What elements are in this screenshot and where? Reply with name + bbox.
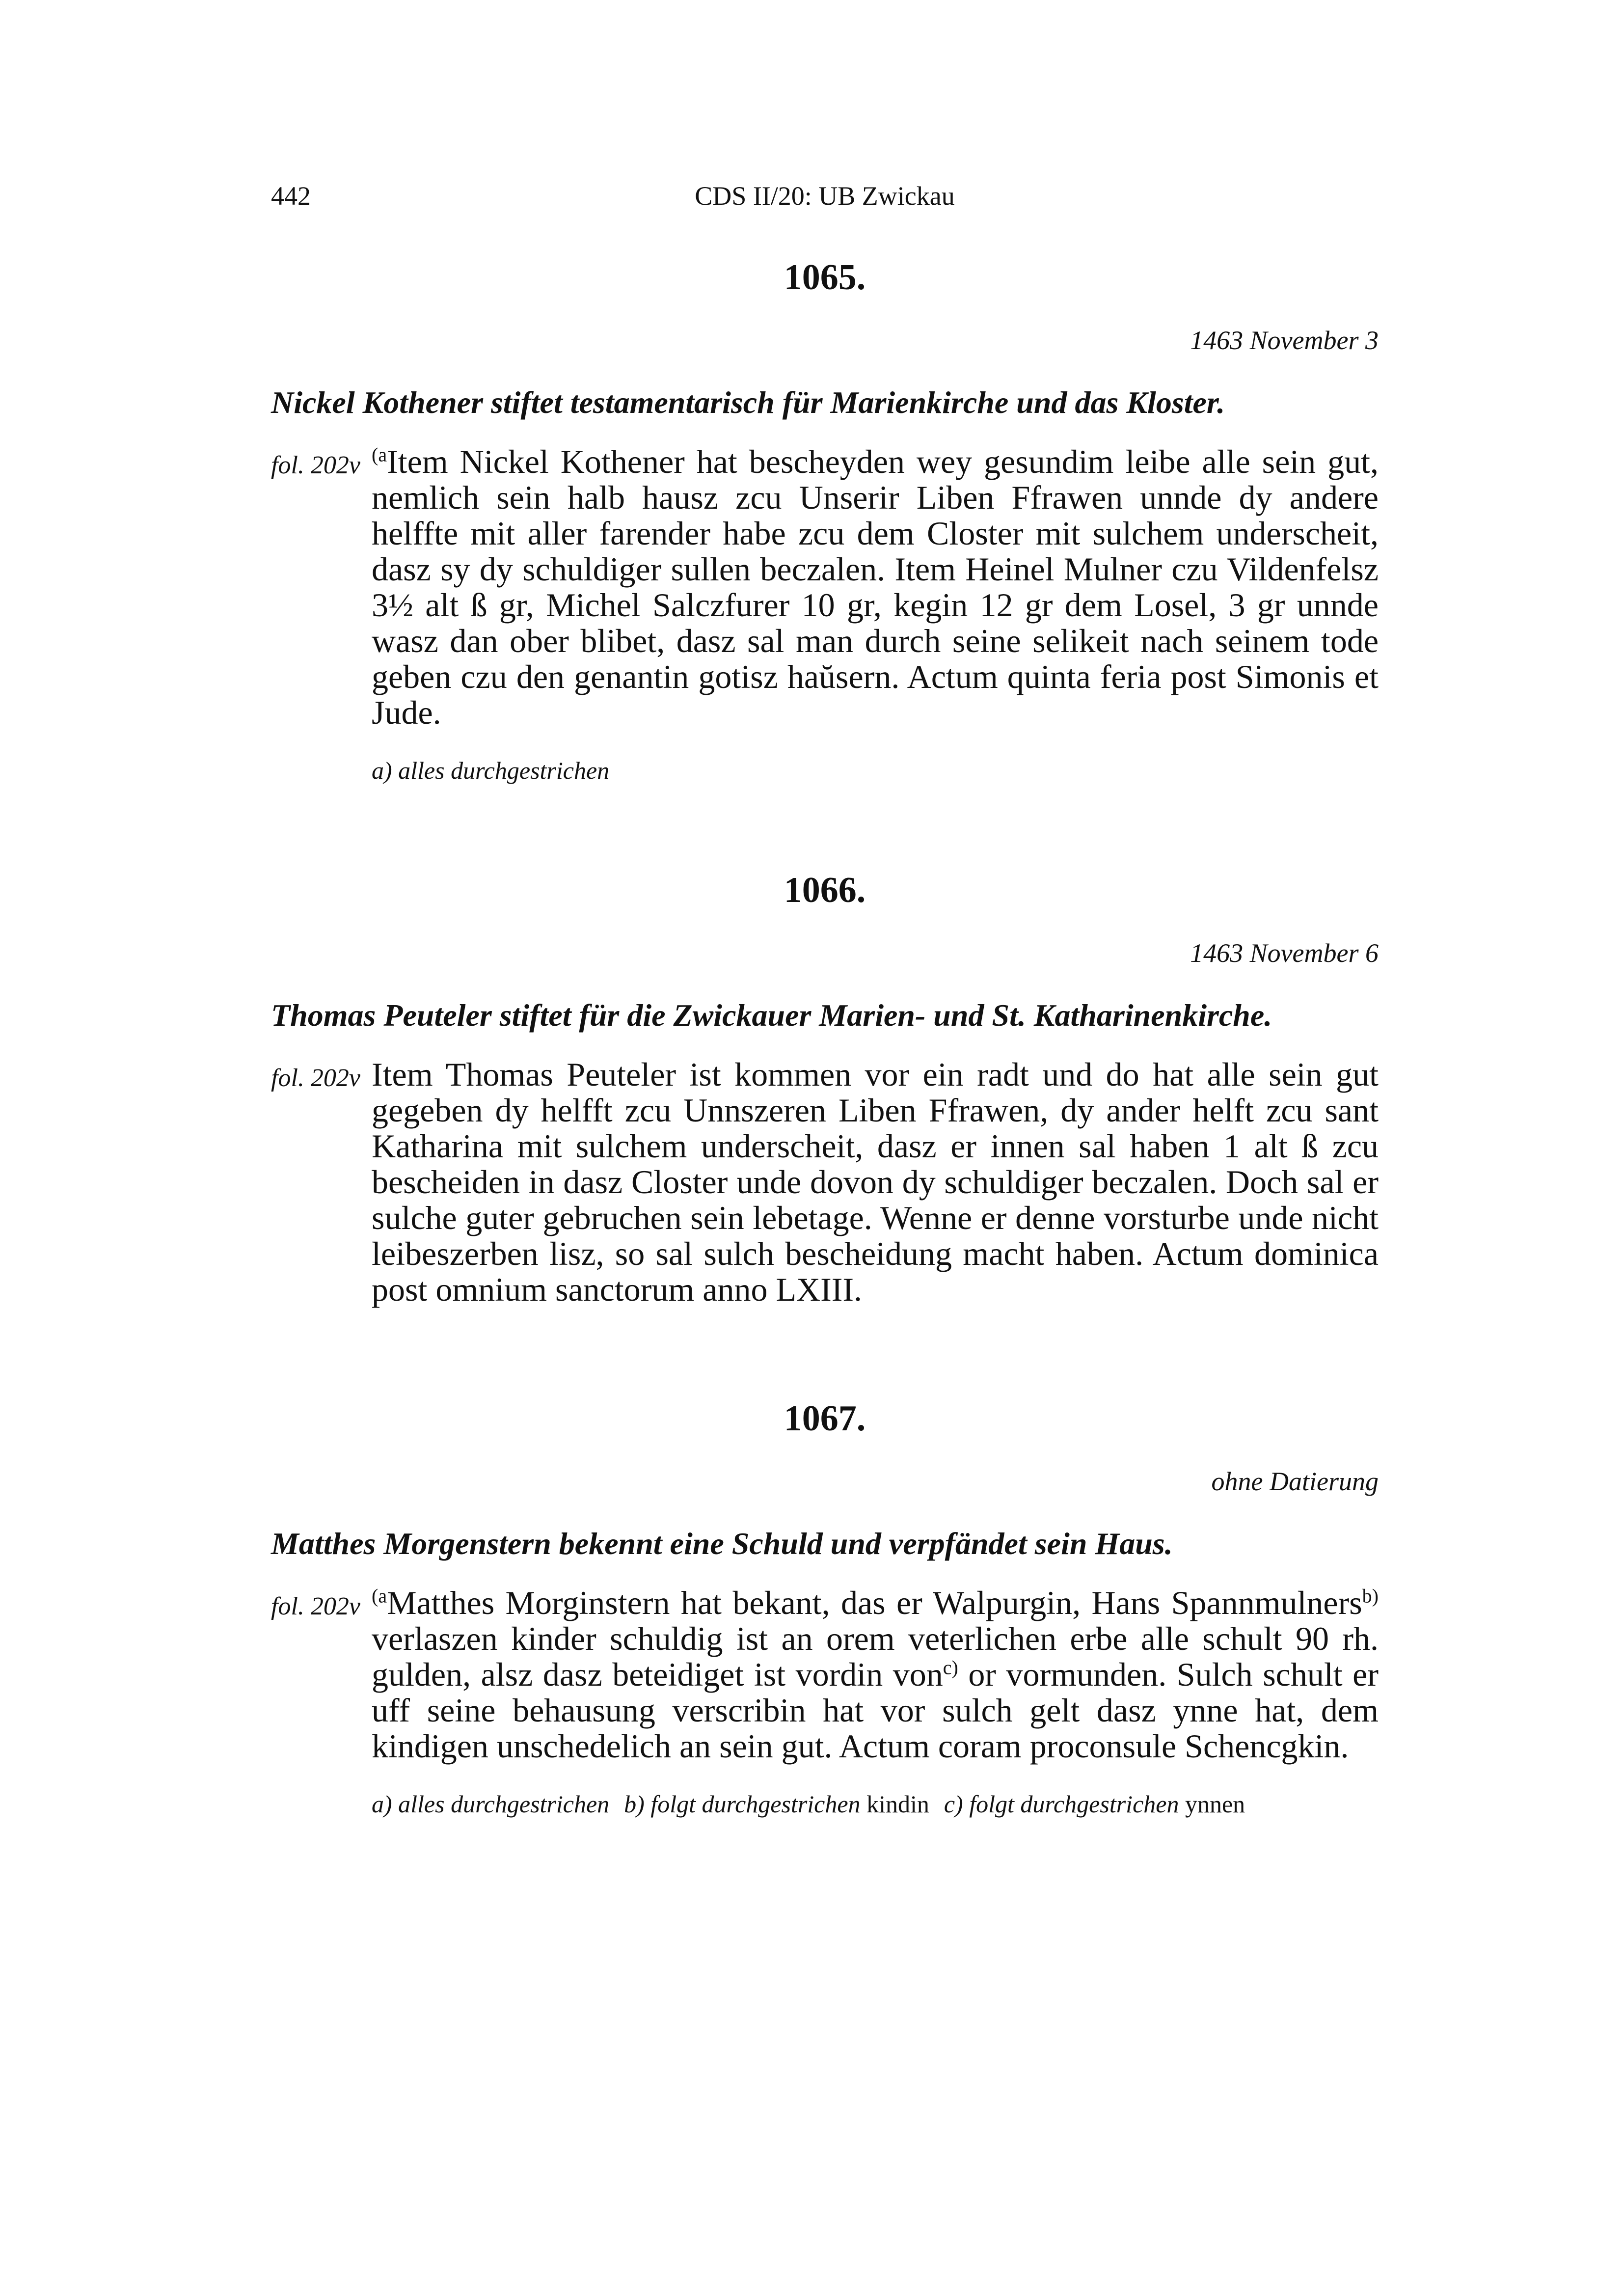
entry-body — [271, 444, 1379, 731]
entry-body — [271, 1057, 1379, 1308]
folio-reference: fol. 202v — [271, 451, 360, 479]
footnote-marker: (a — [372, 443, 387, 466]
footnote-word: ynnen — [1185, 1790, 1245, 1818]
footnote: c) folgt durchgestrichen — [944, 1790, 1179, 1818]
entry-body — [271, 1585, 1379, 1764]
page-number: 442 — [271, 181, 311, 211]
entry-1067 — [271, 1400, 1379, 1816]
folio-reference: fol. 202v — [271, 1064, 360, 1092]
entry-text-content: Item Nickel Kothener hat bescheyden wey gesundim leibe alle sein gut, nemlich sein halb hausz zcu Unserir Liben Ffrawen unnde dy andere helffte mit aller farender habe zcu dem Closter mit sulchem underscheit, dasz sy dy schuldiger sullen beczalen. Item Heinel Mulner czu Vildenfelsz 3½ alt ß gr, Michel Salczfurer 10 gr, kegin 12 gr dem Losel, 3 gr unnde wasz dan ober blibet, dasz sal man durch seine selikeit nach seinem tode geben czu den genantin gotisz haŭsern. Actum quinta feria post Simonis et Jude. — [372, 443, 1379, 731]
entry-text — [372, 1585, 1379, 1764]
entry-text — [372, 444, 1379, 731]
entry-title: Matthes Morgenstern bekennt eine Schuld und verpfändet sein Haus. — [271, 1526, 1173, 1561]
footnote-line — [271, 1792, 1379, 1816]
entry-text: Item Thomas Peuteler ist kommen vor ein radt und do hat alle sein gut gegeben dy helfft zcu Unnszeren Liben Ffrawen, dy ander helft zcu sant Katharina mit sulchem underscheit, dasz er innen sal haben 1 alt ß zcu bescheiden in dasz Closter unde dovon dy schuldiger beczalen. Doch sal er sulche guter gebruchen sein lebetage. Wenne er denne vorsturbe unde nicht leibeszerben lisz, so sal sulch bescheidung macht haben. Actum dominica post omnium sanctorum anno LXIII. — [372, 1056, 1379, 1308]
entry-1066 — [271, 872, 1379, 1308]
entry-title: Nickel Kothener stiftet testamentarisch für Marienkirche und das Kloster. — [271, 385, 1225, 420]
footnote-marker: c) — [943, 1656, 958, 1679]
footnote: a) alles durchgestrichen — [372, 1790, 610, 1818]
entry-text-part: Matthes Morginstern hat bekant, das er Walpurgin, Hans Spannmulners — [387, 1584, 1362, 1621]
folio-reference: fol. 202v — [271, 1592, 360, 1620]
entry-date: 1463 November 6 — [1190, 938, 1379, 968]
footnote: a) alles durchgestrichen — [372, 757, 610, 784]
entry-number: 1065. — [784, 257, 866, 298]
entry-number: 1066. — [784, 870, 866, 910]
footnote-word: kindin — [866, 1790, 929, 1818]
page-header — [271, 181, 1379, 220]
entry-text-part: verlaszen kinder schuldig ist an orem veterlichen erbe alle schult 90 rh. gulden, alsz dasz beteidiget ist vordin von — [372, 1620, 1379, 1693]
entry-number: 1067. — [784, 1398, 866, 1439]
entry-title: Thomas Peuteler stiftet für die Zwickauer Marien- und St. Katharinenkirche. — [271, 998, 1272, 1033]
footnote: b) folgt durchgestrichen — [624, 1790, 861, 1818]
footnote-marker: (a — [372, 1585, 387, 1607]
footnote-marker: b) — [1362, 1585, 1379, 1607]
entry-1065 — [271, 259, 1379, 783]
entry-date: 1463 November 3 — [1190, 326, 1379, 355]
running-title: CDS II/20: UB Zwickau — [695, 181, 955, 211]
entry-text-part: or vormunden. Sulch schult er uff seine behausung verscribin hat vor sulch gelt dasz ynne hat, dem kindigen unschedelich an sein gut. Actum coram proconsule Schencgkin. — [372, 1656, 1379, 1765]
entry-date: ohne Datierung — [1211, 1467, 1379, 1496]
